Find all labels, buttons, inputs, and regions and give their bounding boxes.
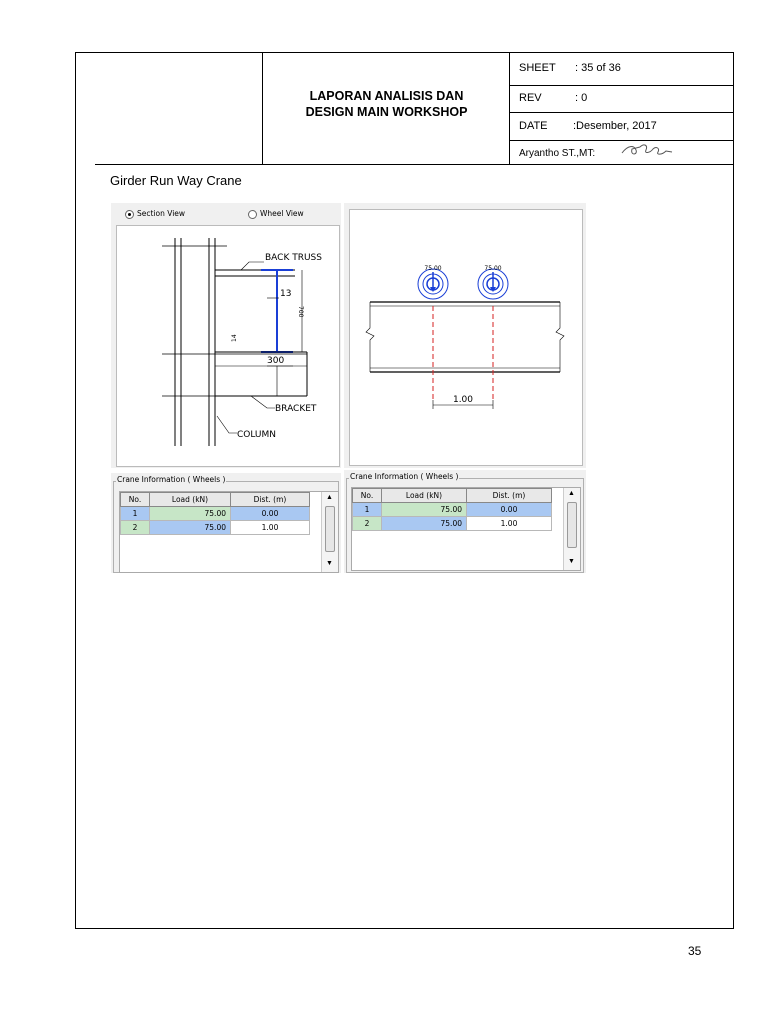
cell-dist[interactable]: 0.00 <box>231 507 310 521</box>
label-flange-width: 300 <box>267 356 285 366</box>
col-no[interactable]: No. <box>121 493 150 507</box>
cell-no[interactable]: 1 <box>121 507 150 521</box>
crane-info-panel-right <box>344 470 586 573</box>
radio-off-icon <box>248 210 257 219</box>
table-row[interactable] <box>353 517 552 531</box>
signature <box>620 141 675 163</box>
author-name: Aryantho ST.,MT: <box>519 148 596 159</box>
scroll-up-icon[interactable]: ▲ <box>568 490 575 497</box>
label-web-thickness: 13 <box>280 289 292 299</box>
scroll-thumb[interactable] <box>567 502 577 548</box>
crane-info-title-left: Crane Information ( Wheels ) <box>117 475 226 484</box>
section-title: Girder Run Way Crane <box>110 173 242 188</box>
header-bottom-line <box>95 164 734 165</box>
cell-load[interactable]: 75.00 <box>150 521 231 535</box>
crane-info-panel-left <box>111 473 341 573</box>
cell-dist[interactable]: 1.00 <box>467 517 552 531</box>
label-height: 700 <box>297 306 304 318</box>
radio-section-label: Section View <box>137 209 186 218</box>
table-row[interactable] <box>121 507 310 521</box>
crane-grid-left <box>120 492 310 535</box>
sheet-label: SHEET <box>519 62 556 74</box>
title-line-2: DESIGN MAIN WORKSHOP <box>305 105 468 119</box>
sheet-value: : 35 of 36 <box>575 62 621 74</box>
crane-table-right[interactable] <box>351 487 581 571</box>
cell-load[interactable]: 75.00 <box>382 517 467 531</box>
wheel-drawing-area <box>349 209 583 466</box>
label-column: COLUMN <box>237 430 277 440</box>
cell-load[interactable]: 75.00 <box>150 507 231 521</box>
header-row-line-2 <box>509 112 734 113</box>
scrollbar-right[interactable] <box>563 488 580 570</box>
signature-drawing <box>620 141 675 159</box>
radio-on-icon <box>125 210 134 219</box>
radio-section-view[interactable] <box>125 209 185 219</box>
wheel-view-panel <box>344 203 586 468</box>
wheel-spacing: 1.00 <box>452 395 474 405</box>
cell-no[interactable]: 2 <box>121 521 150 535</box>
label-flange-thickness: 14 <box>231 334 238 342</box>
wheel-load-1: 75.00 <box>424 265 442 272</box>
crane-table-left[interactable] <box>119 491 339 573</box>
header-row-line-1 <box>509 85 734 86</box>
rev-label: REV <box>519 92 542 104</box>
page-number: 35 <box>688 944 702 958</box>
cell-load[interactable]: 75.00 <box>382 503 467 517</box>
header-divider-1 <box>262 52 263 164</box>
label-back-truss: BACK TRUSS <box>265 253 322 263</box>
scroll-down-icon[interactable]: ▼ <box>568 558 575 565</box>
col-load[interactable]: Load (kN) <box>382 489 467 503</box>
section-view-panel <box>111 203 341 468</box>
document-title <box>264 88 509 120</box>
header-divider-2 <box>509 52 510 164</box>
cell-dist[interactable]: 1.00 <box>231 521 310 535</box>
wheel-load-2: 75.00 <box>484 265 502 272</box>
wheel-1 <box>418 269 448 299</box>
table-row[interactable] <box>121 521 310 535</box>
col-dist[interactable]: Dist. (m) <box>231 493 310 507</box>
scroll-up-icon[interactable]: ▲ <box>326 494 333 501</box>
scroll-down-icon[interactable]: ▼ <box>326 560 333 567</box>
radio-wheel-view[interactable] <box>248 209 304 219</box>
col-dist[interactable]: Dist. (m) <box>467 489 552 503</box>
date-label: DATE <box>519 120 548 132</box>
wheel-drawing <box>350 210 582 465</box>
cell-dist[interactable]: 0.00 <box>467 503 552 517</box>
radio-wheel-label: Wheel View <box>260 209 304 218</box>
table-row[interactable] <box>353 503 552 517</box>
title-line-1: LAPORAN ANALISIS DAN <box>309 89 464 103</box>
section-drawing <box>117 226 339 466</box>
crane-info-title-right: Crane Information ( Wheels ) <box>350 472 459 481</box>
rev-value: : 0 <box>575 92 588 104</box>
scrollbar-left[interactable] <box>321 492 338 572</box>
col-load[interactable]: Load (kN) <box>150 493 231 507</box>
cell-no[interactable]: 1 <box>353 503 382 517</box>
label-bracket: BRACKET <box>275 404 317 414</box>
section-drawing-area <box>116 225 340 467</box>
crane-grid-right <box>352 488 552 531</box>
date-value: :Desember, 2017 <box>573 120 657 132</box>
col-no[interactable]: No. <box>353 489 382 503</box>
wheel-2 <box>478 269 508 299</box>
scroll-thumb[interactable] <box>325 506 335 552</box>
cell-no[interactable]: 2 <box>353 517 382 531</box>
